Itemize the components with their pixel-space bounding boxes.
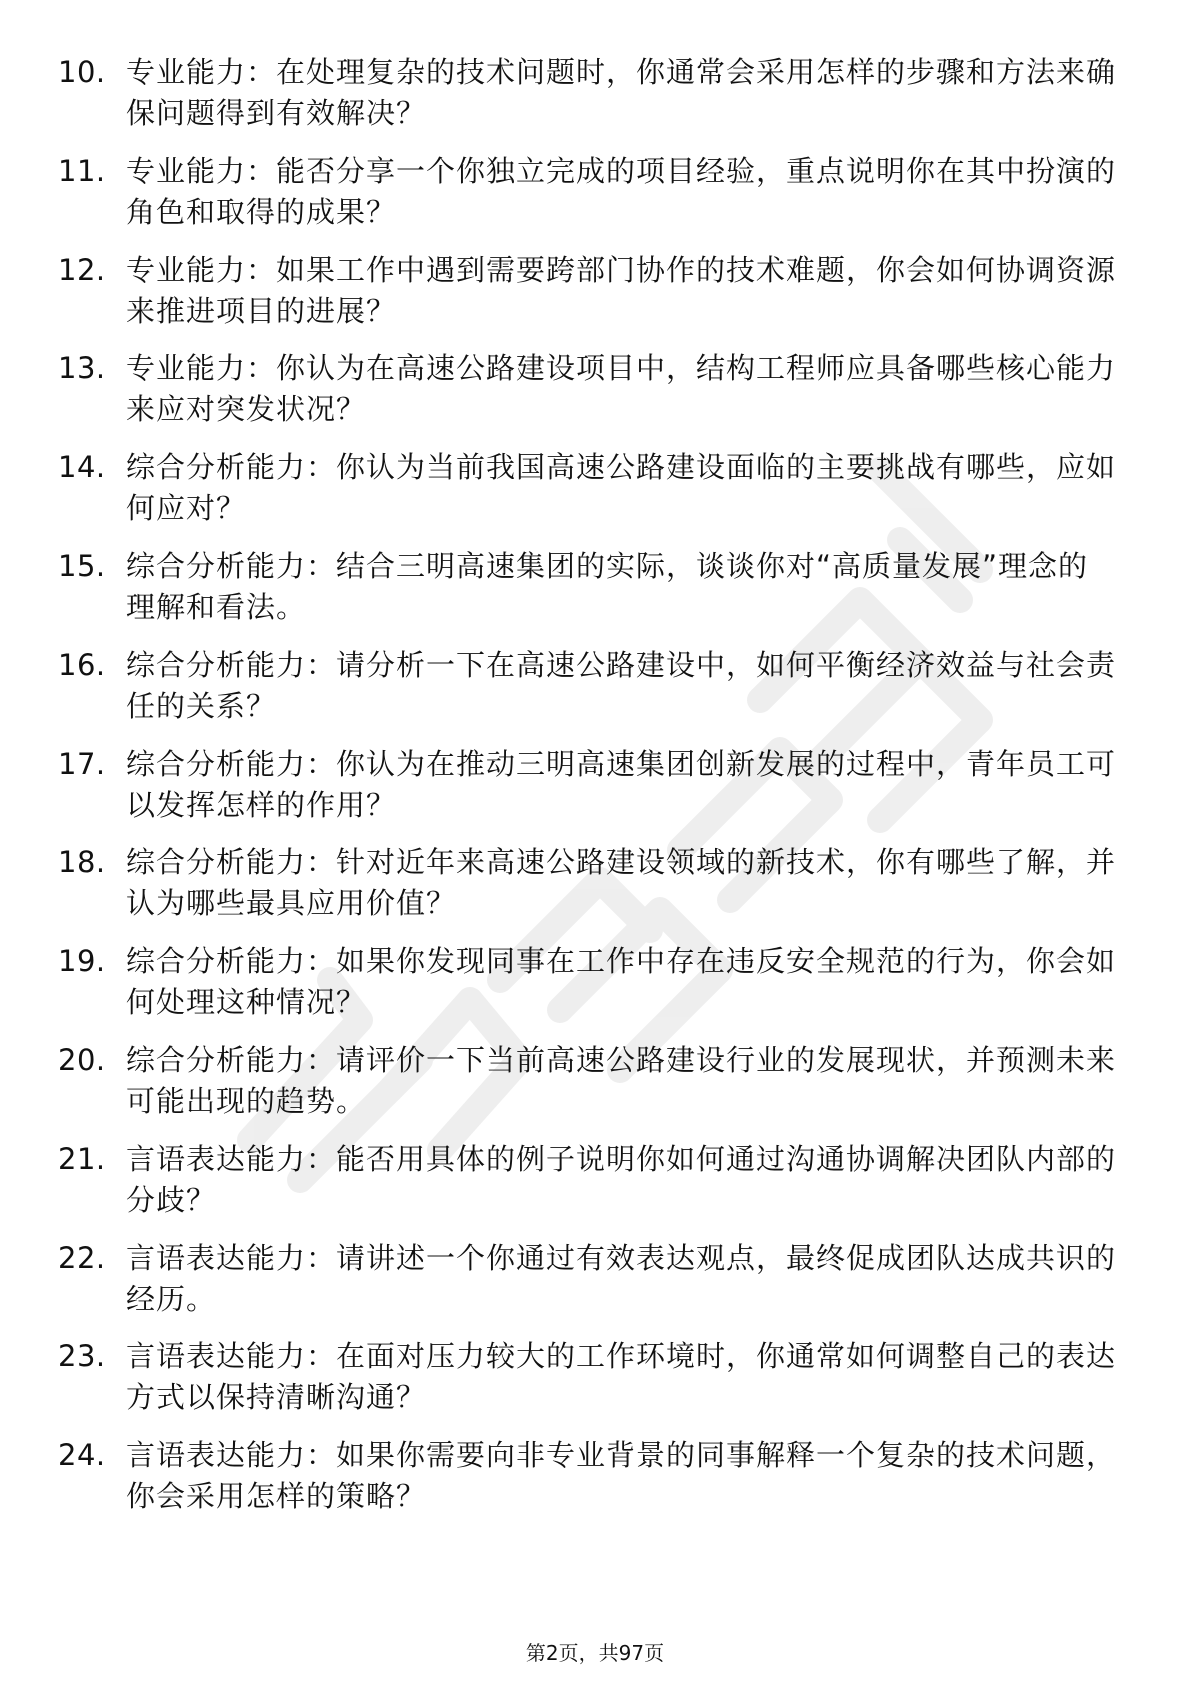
- question-number: 13.: [58, 351, 106, 386]
- question-text: 专业能力：在处理复杂的技术问题时，你通常会采用怎样的步骤和方法来确保问题得到有效解决？: [126, 55, 1117, 130]
- question-item: [58, 151, 1118, 233]
- question-number: 16.: [58, 647, 106, 682]
- question-number: 23.: [58, 1339, 106, 1374]
- question-text: 专业能力：你认为在高速公路建设项目中，结构工程师应具备哪些核心能力来应对突发状况？: [126, 351, 1117, 427]
- question-text: 专业能力：能否分享一个你独立完成的项目经验，重点说明你在其中扮演的角色和取得的成果？: [126, 153, 1117, 229]
- question-text: 专业能力：如果工作中遇到需要跨部门协作的技术难题，你会如何协调资源来推进项目的进展？: [126, 252, 1117, 328]
- question-item: [58, 1139, 1118, 1221]
- question-text: 综合分析能力：结合三明高速集团的实际，谈谈你对“高质量发展”理念的理解和看法。: [126, 548, 1089, 624]
- question-text: 综合分析能力：你认为在推动三明高速集团创新发展的过程中，青年员工可以发挥怎样的作用？: [126, 746, 1117, 822]
- question-item: [58, 1435, 1118, 1517]
- question-item: [58, 744, 1118, 826]
- question-item: [58, 447, 1118, 529]
- question-number: 22.: [58, 1240, 106, 1275]
- question-number: 18.: [58, 845, 106, 880]
- question-item: [58, 348, 1118, 430]
- page-footer: [0, 1640, 1190, 1666]
- question-item: [58, 250, 1118, 332]
- question-item: [58, 842, 1118, 924]
- question-text: 言语表达能力：请讲述一个你通过有效表达观点，最终促成团队达成共识的经历。: [126, 1240, 1117, 1316]
- question-text: 综合分析能力：针对近年来高速公路建设领域的新技术，你有哪些了解，并认为哪些最具应用价值？: [126, 845, 1117, 921]
- question-number: 12.: [58, 252, 106, 287]
- question-text: 综合分析能力：请分析一下在高速公路建设中，如何平衡经济效益与社会责任的关系？: [126, 647, 1117, 723]
- question-list: [58, 52, 1118, 1534]
- question-item: [58, 1238, 1118, 1320]
- question-number: 17.: [58, 746, 106, 781]
- question-number: 14.: [58, 450, 106, 485]
- question-item: [58, 1040, 1118, 1122]
- question-number: 11.: [58, 153, 106, 188]
- page-number-label: 第2页，共97页: [525, 1641, 665, 1665]
- question-text: 综合分析能力：请评价一下当前高速公路建设行业的发展现状，并预测未来可能出现的趋势。: [126, 1042, 1117, 1118]
- question-item: [58, 645, 1118, 727]
- question-number: 21.: [58, 1141, 106, 1176]
- question-text: 综合分析能力：你认为当前我国高速公路建设面临的主要挑战有哪些，应如何应对？: [126, 450, 1117, 526]
- question-item: [58, 52, 1118, 134]
- question-number: 20.: [58, 1042, 106, 1077]
- question-number: 15.: [58, 548, 106, 583]
- question-text: 言语表达能力：能否用具体的例子说明你如何通过沟通协调解决团队内部的分歧？: [126, 1141, 1117, 1217]
- question-item: [58, 1336, 1118, 1418]
- question-text: 综合分析能力：如果你发现同事在工作中存在违反安全规范的行为，你会如何处理这种情况？: [126, 944, 1117, 1020]
- question-text: 言语表达能力：在面对压力较大的工作环境时，你通常如何调整自己的表达方式以保持清晰沟通？: [126, 1339, 1117, 1415]
- question-text: 言语表达能力：如果你需要向非专业背景的同事解释一个复杂的技术问题，你会采用怎样的策略？: [126, 1438, 1117, 1514]
- question-number: 24.: [58, 1438, 106, 1473]
- question-number: 10.: [58, 55, 106, 89]
- question-number: 19.: [58, 944, 106, 979]
- question-item: [58, 941, 1118, 1023]
- question-item: [58, 546, 1118, 628]
